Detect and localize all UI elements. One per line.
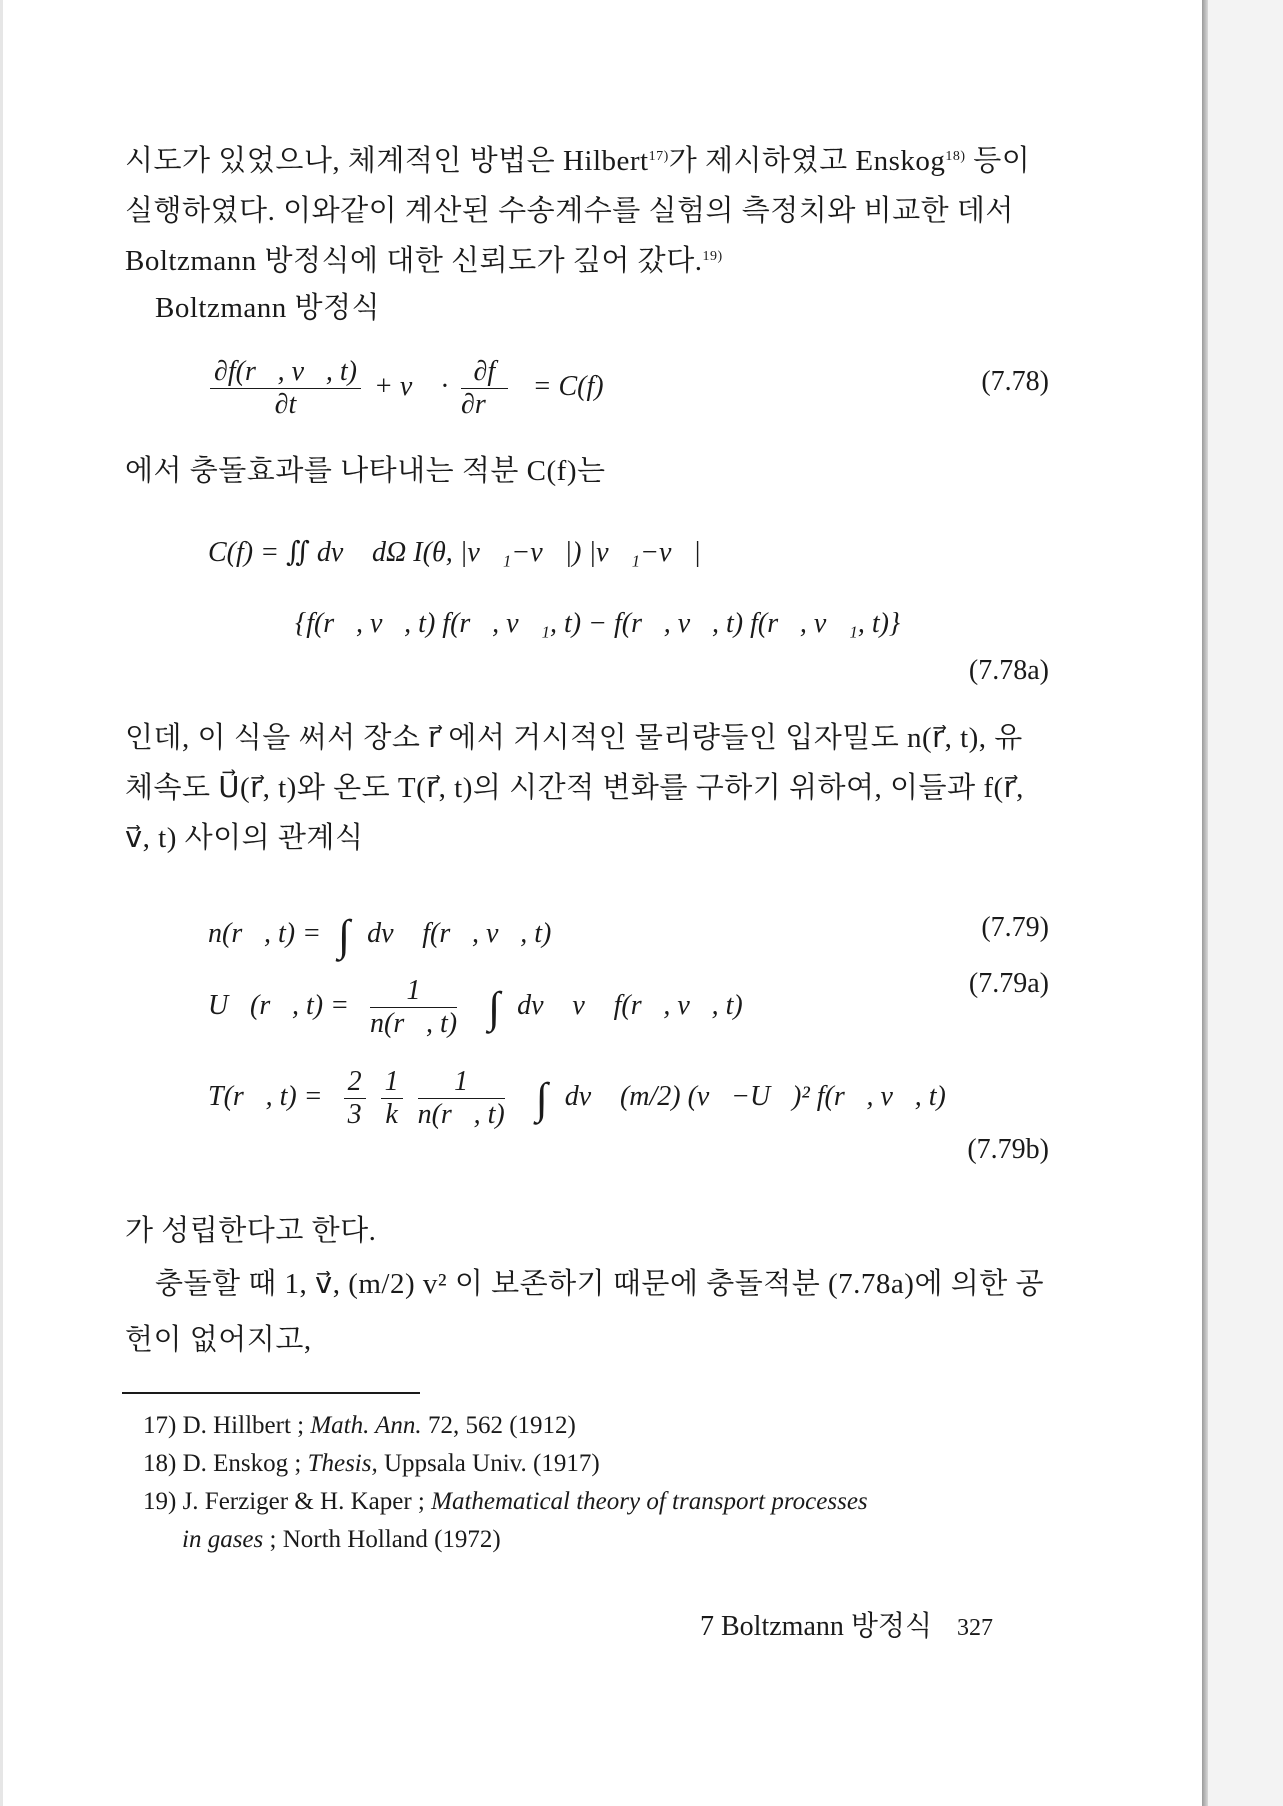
footnote-18-number: 18) bbox=[143, 1450, 177, 1477]
eq-7-79a-rhs: dv⃗ v⃗ f(r⃗, v⃗, t) bbox=[517, 989, 743, 1021]
eq-number-7-78: (7.78) bbox=[981, 366, 1049, 397]
paragraph-macroscopic: 인데, 이 식을 써서 장소 r⃗ 에서 거시적인 물리량들인 입자밀도 n(r⃗, t), 유체속도 U⃗(r⃗, t)와 온도 T(r⃗, t)의 시간적 변화를 구하기 위하여, 이들과 f(r⃗, v⃗, t) 사이의 관계식 bbox=[125, 722, 1024, 854]
footnote-19-number: 19) bbox=[143, 1488, 177, 1515]
footnote-18-rest: Uppsala Univ. (1917) bbox=[383, 1450, 600, 1477]
footnote-18-author: D. Enskog ; bbox=[182, 1450, 302, 1477]
paragraph-intro-b: 가 제시하였고 Enskog bbox=[668, 145, 946, 177]
eq-7-78-fraction-2: $\frac{\partial f}{\partial r⃗}$ bbox=[461, 356, 508, 420]
paragraph-intro bbox=[125, 136, 1050, 286]
integral-sign: ∫ bbox=[535, 1074, 548, 1123]
paragraph-intro-a: 시도가 있었으나, 체계적인 방법은 Hilbert bbox=[125, 145, 649, 177]
eq-7-78-mid: + v⃗ · bbox=[373, 370, 449, 402]
page-left-edge bbox=[0, 0, 3, 1806]
page-margin-right bbox=[1208, 0, 1283, 1806]
footnote-17-number: 17) bbox=[143, 1412, 177, 1439]
footer-chapter: 7 Boltzmann 방정식 bbox=[700, 1611, 933, 1642]
eq-7-79b-fraction-2: $\frac{1}{k}$ bbox=[381, 1066, 403, 1131]
footnote-17-journal: Math. Ann. bbox=[310, 1412, 422, 1439]
integral-sign: ∫ bbox=[338, 911, 351, 960]
ref-19: 19) bbox=[702, 249, 723, 264]
ref-18: 18) bbox=[945, 149, 966, 164]
equation-7-79b bbox=[208, 1066, 946, 1131]
paragraph-collision: 에서 충돌효과를 나타내는 적분 C(f)는 bbox=[125, 455, 606, 487]
paragraph-conservation: 충돌할 때 1, v⃗, (m/2) v² 이 보존하기 때문에 충돌적분 (7.78a)에 의한 공헌이 없어지고, bbox=[125, 1268, 1045, 1356]
eq-7-79b-lhs: T(r⃗, t) = bbox=[208, 1080, 323, 1112]
page-number: 327 bbox=[957, 1615, 994, 1641]
eq-number-7-79: (7.79) bbox=[981, 912, 1049, 943]
equation-7-79a bbox=[208, 975, 743, 1040]
footnote-rule bbox=[122, 1392, 420, 1394]
eq-number-7-79a: (7.79a) bbox=[968, 968, 1049, 999]
footnote-18-journal: Thesis, bbox=[307, 1450, 378, 1477]
footnote-18 bbox=[143, 1445, 600, 1483]
eq-number-7-79b: (7.79b) bbox=[967, 1134, 1049, 1165]
eq-7-79-rhs: dv⃗ f(r⃗, v⃗, t) bbox=[367, 917, 552, 949]
eq-7-79b-rhs: dv⃗ (m/2) (v⃗−U⃗)² f(r⃗, v⃗, t) bbox=[564, 1080, 946, 1112]
equation-7-79 bbox=[208, 910, 551, 961]
eq-7-79a-lhs: U⃗(r⃗, t) = bbox=[208, 989, 349, 1021]
ref-17: 17) bbox=[648, 149, 669, 164]
eq-7-78a-line-2: {f(r⃗, v⃗, t) f(r⃗, v⃗₁, t) − f(r⃗, v⃗, t) f(r⃗, v⃗₁, t)} bbox=[295, 608, 901, 639]
eq-number-7-78a: (7.78a) bbox=[968, 655, 1049, 686]
integral-sign: ∫ bbox=[488, 983, 501, 1032]
footnote-19-author: J. Ferziger & H. Kaper ; bbox=[182, 1488, 425, 1515]
label-boltzmann: Boltzmann 방정식 bbox=[155, 292, 381, 324]
footnote-19-journal-cont: in gases bbox=[182, 1526, 264, 1553]
footnote-19-rest-cont: ; North Holland (1972) bbox=[269, 1526, 501, 1553]
equation-7-78 bbox=[210, 356, 604, 421]
footnote-19-journal: Mathematical theory of transport processes bbox=[431, 1488, 868, 1515]
eq-7-79b-fraction-1: $\frac{2}{3}$ bbox=[344, 1066, 366, 1131]
eq-7-79b-fraction-3: $\frac{1}{n(r⃗, t)}$ bbox=[417, 1066, 505, 1130]
eq-7-78a-line-1: C(f) = ∬ dv⃗ dΩ I(θ, |v⃗₁−v⃗|) |v⃗₁−v⃗| bbox=[208, 537, 701, 568]
eq-7-78-fraction-1: $\frac{\partial f(r⃗, v⃗, t)}{\partial t}$ bbox=[210, 356, 361, 421]
footnote-17-rest: 72, 562 (1912) bbox=[427, 1412, 576, 1439]
eq-7-79-lhs: n(r⃗, t) = bbox=[208, 917, 321, 949]
paragraph-intro-c: 등이 실행하였다. 이와같이 계산된 수송계수를 실험의 측정치와 비교한 데서 Boltzmann 방정식에 대한 신뢰도가 깊어 갔다. bbox=[125, 145, 1031, 277]
footnote-19-continued bbox=[182, 1521, 501, 1559]
running-footer bbox=[700, 1604, 993, 1644]
paragraph-holds: 가 성립한다고 한다. bbox=[125, 1215, 377, 1247]
eq-7-79a-fraction: $\frac{1}{n(r⃗, t)}$ bbox=[370, 975, 458, 1039]
eq-7-78-rhs: = C(f) bbox=[532, 370, 604, 402]
footnote-19 bbox=[143, 1483, 868, 1521]
footnote-17 bbox=[143, 1407, 576, 1445]
footnote-17-author: D. Hillbert ; bbox=[182, 1412, 305, 1439]
